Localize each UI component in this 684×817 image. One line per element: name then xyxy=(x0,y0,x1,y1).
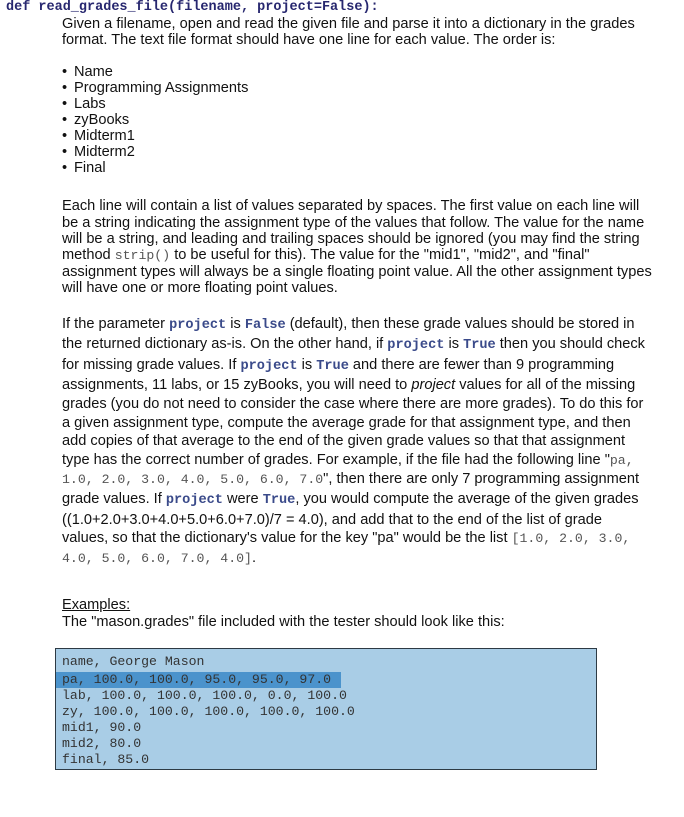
keyword: project xyxy=(387,338,445,354)
keyword: True xyxy=(316,358,349,374)
keyword: project xyxy=(165,492,223,508)
code-line: mid1, 90.0 xyxy=(62,720,142,735)
emphasis: project xyxy=(411,377,456,394)
list-item: • Labs xyxy=(62,96,652,112)
inline-code: [1.0, 2.0, 3.0, 4.0, 5.0, 6.0, 7.0, 4.0] xyxy=(62,531,631,566)
examples-section xyxy=(62,597,652,630)
examples-description: The "mason.grades" file included with the tester should look like this: xyxy=(62,613,505,630)
project-paragraph: If the parameter project is False (default), then these grade values should be stored in the returned dictionary as-is. On the other hand, if project is True then you should check for missing grade values. If project is True and there are fewer than 9 programming assignments, 11 labs, or 15 zyBooks, you will need to project values for all of the missing grades (you do not need to consider the case where there are more grades). To do this for a given assignment type, compute the average grade for that assignment type, and then add copies of that average to the end of the given grade values so that that assignment type has the correct number of grades. For example, if the file had the following line "pa, 1.0, 2.0, 3.0, 4.0, 5.0, 6.0, 7.0", then there are only 7 programming assignment grade values. If project were True, you would compute the average of the given grades ((1.0+2.0+3.0+4.0+5.0+6.0+7.0)/7 = 4.0), and add that to the end of the list of grade values, so that the dictionary's value for the key "pa" would be the list [1.0, 2.0, 3.0, 4.0, 5.0, 6.0, 7.0, 4.0]. xyxy=(62,315,645,566)
list-item: • Midterm2 xyxy=(62,144,652,160)
keyword: True xyxy=(262,492,296,508)
list-item: • Final xyxy=(62,160,652,176)
selected-code-line[interactable]: pa, 100.0, 100.0, 95.0, 95.0, 97.0 xyxy=(56,672,341,688)
code-line: zy, 100.0, 100.0, 100.0, 100.0, 100.0 xyxy=(62,704,355,719)
code-line: mid2, 80.0 xyxy=(62,736,142,751)
list-item: • zyBooks xyxy=(62,112,652,128)
order-list xyxy=(62,64,652,176)
format-paragraph: Each line will contain a list of values separated by spaces. The first value on each line will be a string indicating the assignment type of the values that follow. The value for the name will be a string, and leading and trailing spaces should be ignored (you may find the string method strip() to be useful for this). The value for the "mid1", "mid2", and "final" assignment types will always be a single floating point value. All the other assignment types will have one or more floating point values. xyxy=(62,198,652,297)
description xyxy=(62,16,652,568)
code-line: name, George Mason xyxy=(62,654,205,669)
keyword: False xyxy=(244,317,286,333)
keyword: True xyxy=(463,338,496,354)
inline-code: pa, 1.0, 2.0, 3.0, 4.0, 5.0, 6.0, 7.0 xyxy=(62,452,634,488)
inline-code: strip() xyxy=(114,248,171,264)
grades-file-code-block[interactable] xyxy=(55,648,597,770)
examples-heading: Examples: xyxy=(62,597,131,613)
code-line: final, 85.0 xyxy=(62,752,150,767)
function-signature: def read_grades_file(filename, project=False): xyxy=(6,0,379,15)
keyword: project xyxy=(169,317,227,333)
list-item: • Programming Assignments xyxy=(62,80,652,96)
list-item: • Name xyxy=(62,64,652,80)
intro-paragraph: Given a filename, open and read the given file and parse it into a dictionary in the grades format. The text file format should have one line for each value. The order is: xyxy=(62,16,635,49)
list-item: • Midterm1 xyxy=(62,128,652,144)
keyword: project xyxy=(240,358,298,374)
code-line: lab, 100.0, 100.0, 100.0, 0.0, 100.0 xyxy=(62,688,347,703)
